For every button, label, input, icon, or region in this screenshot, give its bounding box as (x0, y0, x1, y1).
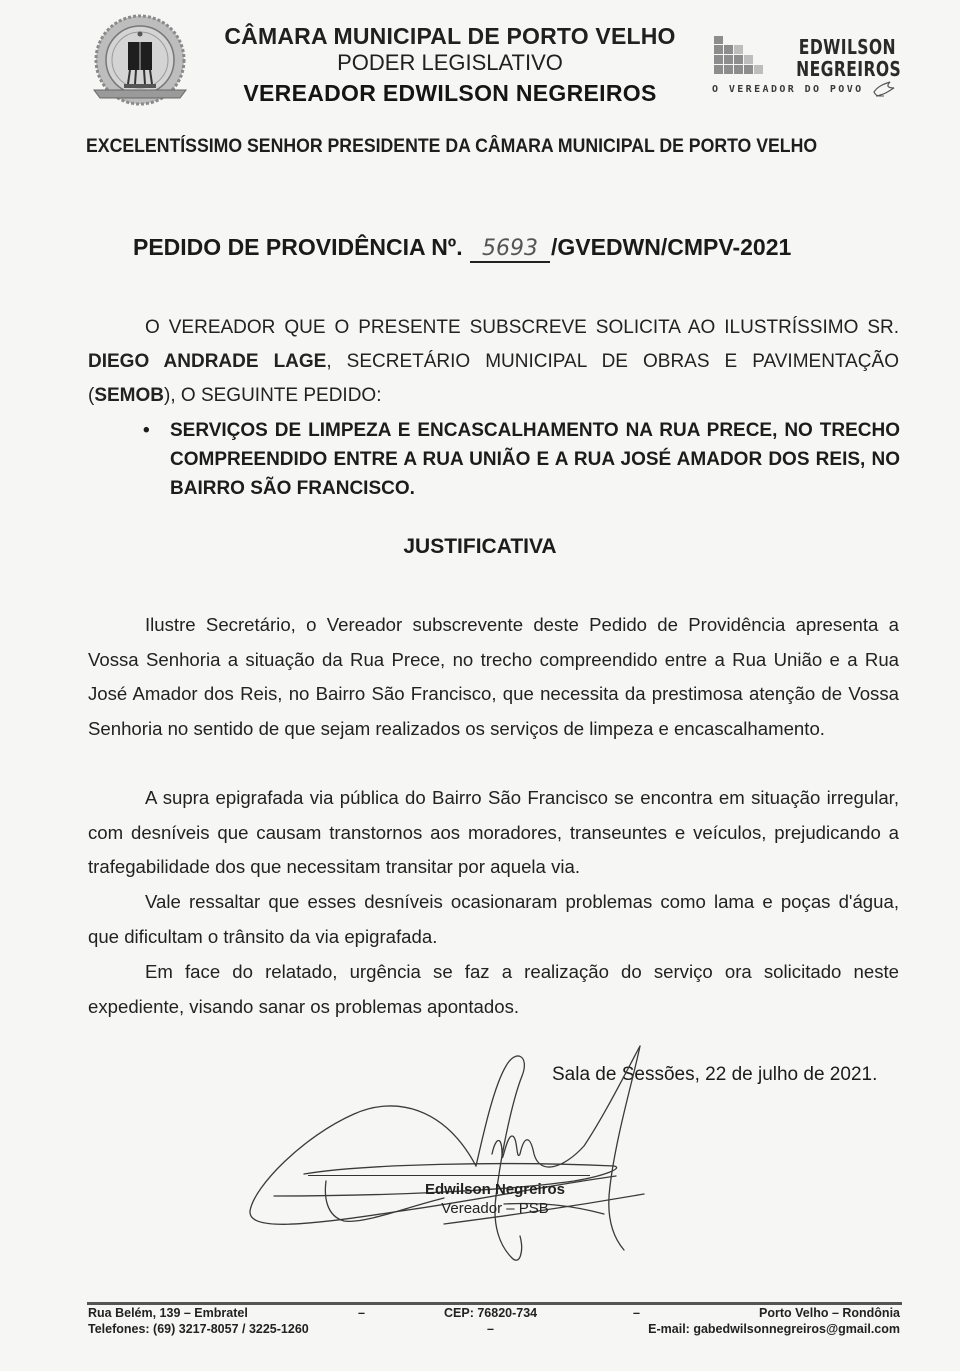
header-institution: CÂMARA MUNICIPAL DE PORTO VELHO (224, 23, 676, 49)
dove-icon (872, 80, 896, 98)
title-prefix: PEDIDO DE PROVIDÊNCIA Nº. (133, 234, 463, 260)
justification-paragraph (88, 608, 899, 746)
justification-paragraph (88, 885, 899, 954)
justification-paragraph (88, 781, 899, 885)
request-number: 5693 (470, 237, 550, 263)
addressee: EXCELENTÍSSIMO SENHOR PRESIDENTE DA CÂMARA MUNICIPAL DE PORTO VELHO (86, 136, 818, 157)
request-item (145, 416, 900, 503)
handwritten-signature (244, 1036, 664, 1266)
place-date: Sala de Sessões, 22 de julho de 2021. (552, 1064, 878, 1085)
paragraph-text: Em face do relatado, urgência se faz a realização do serviço ora solicitado neste expediente, visando sanar os problemas apontados. (88, 961, 899, 1017)
intro-text-3: ), O SEGUINTE PEDIDO: (164, 385, 382, 406)
signature-line (308, 1175, 590, 1176)
signer-name: Edwilson Negreiros (424, 1181, 566, 1198)
paragraph-text: Ilustre Secretário, o Vereador subscrevente deste Pedido de Providência apresenta a Vossa Senhoria a situação da Rua Prece, no trecho compreendido entre a Rua União e a Rua José Amador dos Reis, no Bairro São Francisco, que necessita da prestimosa atenção de Vossa Senhoria no sentido de que sejam realizados os serviços de limpeza e encascalhamento. (88, 614, 899, 739)
footer-divider (87, 1302, 902, 1305)
title-suffix: /GVEDWN/CMPV-2021 (550, 234, 792, 260)
footer-email: E-mail: gabedwilsonnegreiros@gmail.com (648, 1322, 900, 1336)
intro-text-1: O VEREADOR QUE O PRESENTE SUBSCREVE SOLICITA AO ILUSTRÍSSIMO SR. (145, 317, 899, 338)
justification-title: JUSTIFICATIVA (403, 535, 557, 558)
intro-paragraph (88, 311, 899, 413)
paragraph-text: Vale ressaltar que esses desníveis ocasionaram problemas como lama e poças d'água, que dificultam o trânsito da via epigrafada. (88, 891, 899, 947)
brand-logo (712, 32, 902, 104)
header-councilor: VEREADOR EDWILSON NEGREIROS (243, 80, 657, 106)
signer-role: Vereador – PSB (441, 1200, 549, 1217)
paragraph-text: A supra epigrafada via pública do Bairro São Francisco se encontra em situação irregular, com desníveis que causam transtornos aos moradores, transeuntes e veículos, prejudicando a trafegabilidade dos que necessitam transitar por aquela via. (88, 787, 899, 877)
footer-phones: Telefones: (69) 3217-8057 / 3225-1260 (88, 1322, 309, 1336)
org-acronym: SEMOB (94, 385, 165, 406)
footer-separator: – (358, 1306, 365, 1320)
footer-city: Porto Velho – Rondônia (759, 1306, 900, 1320)
footer-separator: – (633, 1306, 640, 1320)
brand-tagline: O VEREADOR DO POVO (712, 84, 864, 95)
brand-name-line2: NEGREIROS (796, 57, 902, 81)
header-branch: PODER LEGISLATIVO (337, 50, 563, 75)
brand-name-line1: EDWILSON (798, 35, 896, 59)
document-title (133, 234, 791, 263)
brand-blocks-icon (714, 36, 766, 76)
justification-paragraph (88, 955, 899, 1024)
brand-name (796, 35, 902, 81)
intro-text-2: , SECRETÁRIO MUNICIPAL DE OBRAS E PAVIMENTAÇÃO ( (88, 351, 899, 406)
request-text: SERVIÇOS DE LIMPEZA E ENCASCALHAMENTO NA RUA PRECE, NO TRECHO COMPREENDIDO ENTRE A RUA UNIÃO E A RUA JOSÉ AMADOR DOS REIS, NO BAIRRO SÃO FRANCISCO. (170, 420, 900, 499)
footer-cep: CEP: 76820-734 (444, 1306, 538, 1320)
footer-separator: – (487, 1322, 494, 1336)
municipal-seal-icon (88, 12, 192, 112)
footer-address: Rua Belém, 139 – Embratel (88, 1306, 248, 1320)
secretary-name: DIEGO ANDRADE LAGE (88, 351, 327, 372)
bullet-icon: • (143, 420, 150, 441)
